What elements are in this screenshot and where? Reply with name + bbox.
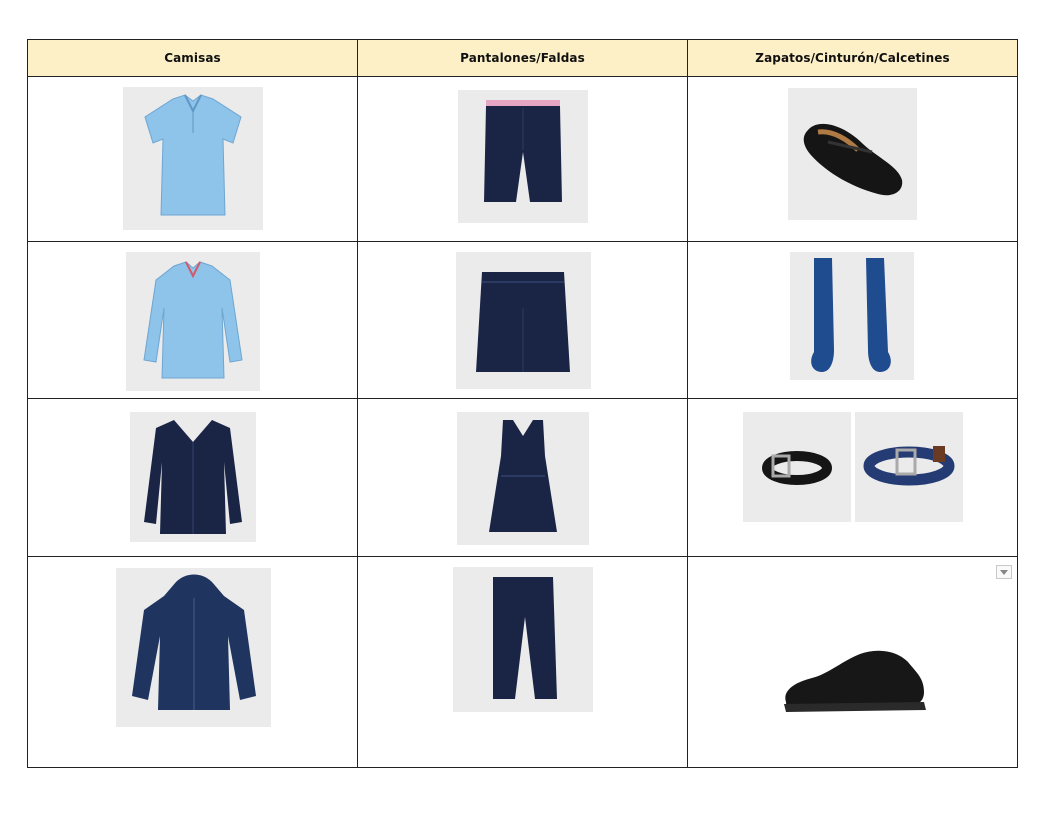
black-belt-image bbox=[743, 412, 851, 522]
cell-navy-jacket bbox=[28, 557, 358, 767]
cell-black-sneaker bbox=[688, 557, 1017, 767]
uniform-table bbox=[27, 39, 1018, 768]
navy-cardigan-image bbox=[130, 412, 256, 542]
navy-jumper-dress-image bbox=[457, 412, 589, 545]
cell-long-sleeve-polo bbox=[28, 242, 358, 399]
cell-navy-shorts bbox=[358, 77, 688, 242]
header-zapatos: Zapatos/Cinturón/Calcetines bbox=[688, 40, 1017, 77]
mary-jane-shoe-image bbox=[788, 88, 917, 220]
cell-navy-socks bbox=[688, 242, 1017, 399]
cell-mary-jane-shoe bbox=[688, 77, 1017, 242]
cell-belts bbox=[688, 399, 1017, 557]
long-sleeve-polo-image bbox=[126, 252, 260, 391]
navy-pants-image bbox=[453, 567, 593, 712]
cell-short-sleeve-polo bbox=[28, 77, 358, 242]
cell-navy-pants bbox=[358, 557, 688, 767]
header-pantalones-faldas: Pantalones/Faldas bbox=[358, 40, 688, 77]
dropdown-arrow-icon[interactable] bbox=[996, 565, 1012, 579]
navy-socks-image bbox=[790, 252, 914, 380]
header-camisas: Camisas bbox=[28, 40, 358, 77]
black-sneaker-image bbox=[774, 632, 934, 722]
short-sleeve-polo-image bbox=[123, 87, 263, 230]
cell-navy-cardigan bbox=[28, 399, 358, 557]
cell-navy-jumper-dress bbox=[358, 399, 688, 557]
navy-shorts-image bbox=[458, 90, 588, 223]
navy-skirt-image bbox=[456, 252, 591, 389]
cell-navy-skirt bbox=[358, 242, 688, 399]
navy-jacket-image bbox=[116, 568, 271, 727]
navy-braided-belt-image bbox=[855, 412, 963, 522]
